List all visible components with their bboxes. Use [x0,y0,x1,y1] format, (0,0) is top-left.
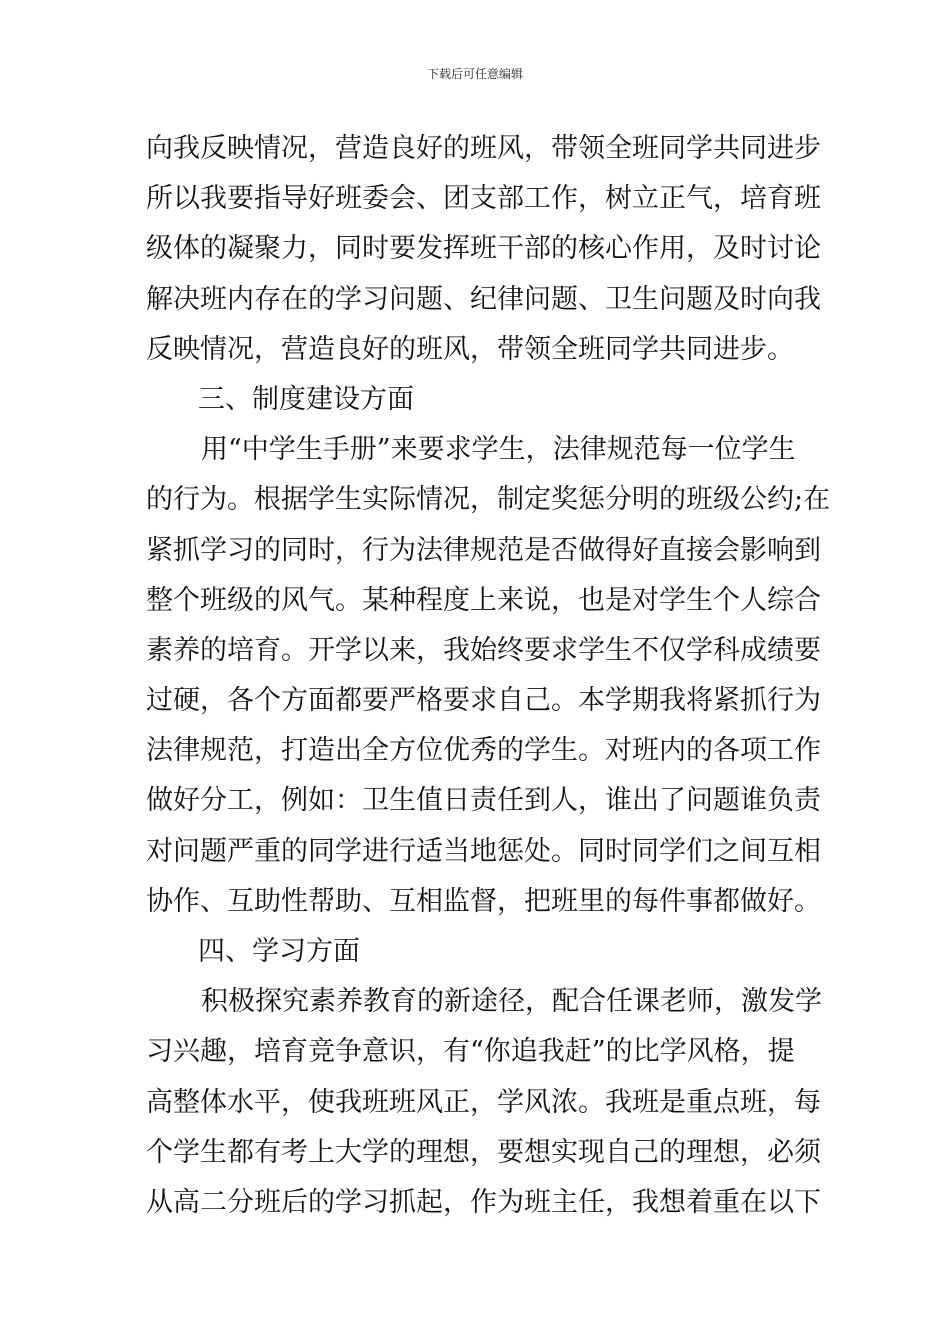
text-line: 向我反映情况，营造良好的班风，带领全班同学共同进步 [146,133,821,164]
paragraph-first-line: 积极探究素养教育的新途径，配合任课老师，激发学 [201,986,822,1018]
text-line: 个学生都有考上大学的理想，要想实现自己的理想，必须 [146,1136,821,1168]
text-line: 高整体水平，使我班班风正，学风浓。我班是重点班，每 [146,1086,821,1118]
text-line: 法律规范，打造出全方位优秀的学生。对班内的各项工作 [146,735,821,767]
text-line: 所以我要指导好班委会、团支部工作，树立正气，培育班 [146,183,821,215]
text-line: 习兴趣，培育竞争意识，有“你追我赶”的比学风格，提 [146,1036,795,1068]
text-line: 从高二分班后的学习抓起，作为班主任，我想着重在以下 [146,1186,821,1218]
text-line: 协作、互助性帮助、互相监督，把班里的每件事都做好。 [146,885,821,917]
text-line: 的行为。根据学生实际情况，制定奖惩分明的班级公约;在 [146,484,831,516]
text-line: 素养的培育。开学以来，我始终要求学生不仅学科成绩要 [146,634,821,666]
text-line: 过硬，各个方面都要严格要求自己。本学期我将紧抓行为 [146,685,821,717]
text-line: 对问题严重的同学进行适当地惩处。同时同学们之间互相 [146,835,821,867]
text-line: 反映情况，营造良好的班风，带领全班同学共同进步。 [146,333,794,365]
section-heading-study: 四、学习方面 [198,936,360,967]
document-body [146,124,831,1228]
text-line: 级体的凝聚力，同时要发挥班干部的核心作用，及时讨论 [146,233,821,265]
paragraph-first-line: 用“中学生手册”来要求学生，法律规范每一位学生 [201,434,796,466]
text-line: 做好分工，例如：卫生值日责任到人，谁出了问题谁负责 [146,785,821,817]
text-line: 紧抓学习的同时，行为法律规范是否做得好直接会影响到 [146,534,821,566]
page-header: 下载后可任意编辑 [426,67,523,81]
text-line: 整个班级的风气。某种程度上来说，也是对学生个人综合 [146,584,821,616]
text-line: 解决班内存在的学习问题、纪律问题、卫生问题及时向我 [146,283,821,315]
section-heading-system: 三、制度建设方面 [198,383,414,415]
